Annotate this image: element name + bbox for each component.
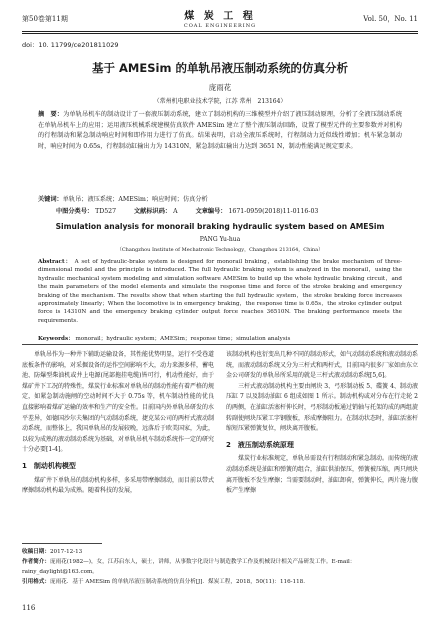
keywords-en-text: monorail；hydraulic system；AMESim；response time；simulation analysis [75, 336, 291, 342]
mechanism-paragraph: 三杆式液动制动机构主要由闸块 3、弓形制动板 5、碟簧 4、制动液压缸 7 以及制动油缸 6 组成如图 1 所示。制动机构或对分布在行走轮 2 的两侧，在油缸活塞杆伸长时，弓形制动板通过销轴与托架的成的两组旋转副使闸块压紧工字钢腹板，形成摩擦阻力。在制动状态时，油缸活塞杆缩短压紧弹簧复位，闸块离开腹板。 [226, 382, 419, 433]
doc-code-label: 文献标识码： [134, 208, 172, 215]
volume-issue-en: Vol. 50，No. 11 [363, 15, 418, 23]
abstract-cn-label: 摘 要： [38, 111, 64, 118]
clc-value: TD527 [95, 208, 117, 215]
keywords-cn-label: 关键词： [38, 196, 63, 203]
keywords-cn [38, 194, 402, 203]
running-header [22, 6, 418, 32]
body-column-right [226, 350, 418, 497]
intro-paragraph: 单轨吊作为一种井下辅助运输设备，其性能优势明显，运行不受巷道底板条件的影响，对采掘设备的运作空间影响不大，动力来源多样，蓄电池、防爆型柴油机或井上电源(尾部拖挂电缆)皆可行，机动性能好，由于煤矿井下工况的特殊性，煤炭行业标准对单轨吊的制动性能有着严格的规定，如紧急制动施闸的空动时间不大于 0.75s 等，机车制动性能的优良直接影响着煤矿运输的效率和生产的安全性。目前国内外单轨吊研发的水平差异，如德国沙尔夫集团的气动制动系统，捷克某公司的两杆式液动制动系统，而整体上，我国单轨吊的发展较晚，远落后于欧美国家，为此，以较为成熟的液动制动系统为基础，对单轨吊机车制动系统作一定的研究十分必要[1-4]。 [22, 351, 215, 454]
author-en: PANG Yu-hua [199, 236, 241, 243]
doi: doi：10. 11799/ce201811029 [22, 41, 119, 49]
abstract-cn [38, 110, 402, 152]
received-label: 收稿日期： [22, 549, 50, 555]
footnote-author [22, 557, 418, 577]
author-bio: 庞雨花(1982—)，女，江苏启东人，硕士，讲师，从事数字化设计与制造教学工作及机械设计相关产品研发工作。E-mail：rainy_daylight@163.com。 [22, 559, 356, 575]
citation-label: 引用格式： [22, 579, 50, 585]
author-cn: 庞雨花 [208, 83, 232, 92]
abstract-en-label: Abstract： [38, 259, 72, 265]
header-rule [22, 31, 418, 32]
abstract-en-text: A set of hydraulic-brake system is designed for monorail braking，establishing the brake mechanism of three-dimensional model and the principle is introduced. The full hydraulic braking system is analyzed in the monorail，using the hydraulic mechanical system modeling and simulation software AMESim to build up the whole hydraulic braking circuit，and the main parameters of the model elements and simulate the response time and force of the stroke braking and emergency braking of the mechanism. The results show that when starting the full hydraulic system，the stroke braking force increases approximately linearly；When the locomotive is in emergency braking，the response time is 0.65s，the stroke cylinder output force is 14310N and the emergency braking cylinder output force reaches 36510N. The braking performance meets the requirements. [38, 259, 403, 324]
footnote-rule [22, 543, 102, 544]
keywords-cn-text: 单轨吊；液压系统；AMESim；响应时间；仿真分析 [62, 196, 208, 203]
citation-text: 庞雨花．基于 AMESim 的单轨吊液压制动系统的仿真分析[J]．煤炭工程，2018，50(11)：116-118. [49, 579, 306, 585]
title-cn: 基于 AMESim 的单轨吊液压制动系统的仿真分析 [92, 61, 348, 75]
section1-paragraph: 煤矿井下单轨吊的制动机构多样，多采用带摩擦制动，而目前以带式摩擦制动机构最为成熟。随着科技的发展， [22, 476, 215, 495]
body-column-left [22, 350, 214, 497]
affiliation-en: （Changzhou Institute of Mechatronic Technology，Changzhou 213164，China） [116, 247, 324, 253]
volume-issue-cn: 第50卷第11期 [22, 15, 68, 23]
footnote-received [22, 547, 418, 557]
affiliation-cn: （常州机电职业技术学院，江苏 常州 213164） [153, 98, 287, 105]
header-rule-thin [22, 33, 418, 34]
section2-paragraph: 煤炭行业标准规定，单轨吊需设有行程制动和紧急制动。而传统的液动制动系统是油缸和弹簧的组合，油缸供油保压，弹簧被压缩，两只闸块离开腹板不发生摩擦；当需要制动时，油缸卸荷，弹簧伸长，两片施力腹板产生摩擦 [226, 455, 419, 495]
section-separator [22, 344, 418, 345]
article-no-label: 文章编号： [195, 208, 227, 215]
journal-name-en: COAL ENGINEERING [183, 23, 257, 29]
article-no-value: 1671-0959(2018)11-0116-03 [228, 208, 319, 215]
section-heading-2: 2 液压制动系统原理 [226, 440, 294, 449]
keywords-en-label: Keywords： [38, 336, 74, 342]
abstract-en [38, 258, 402, 325]
classification-line [56, 206, 410, 215]
doc-code-value: A [173, 208, 178, 215]
author-bio-label: 作者简介： [22, 559, 50, 565]
title-en: Simulation analysis for monorail braking hydraulic system based on AMESim [55, 222, 385, 231]
journal-name [22, 7, 418, 29]
received-date: 2017-12-13 [49, 549, 83, 555]
footnote-citation [22, 577, 418, 587]
clc-label: 中图分类号： [56, 208, 94, 215]
keywords-en [38, 334, 402, 342]
continued-paragraph: 该制动机构也衍变出几种不同的制动形式，如气动制动系统和液动制动系统，而液动制动系统又分为三杆式和两杆式，目前国内很多厂家如由东立金公司研发的单轨吊所采用的就是三杆式液动制动系统[5,6]。 [226, 351, 419, 380]
section-heading-1: 1 制动机构模型 [22, 461, 76, 470]
footnotes [22, 547, 418, 587]
journal-name-cn: 煤 炭 工 程 [184, 11, 256, 22]
page-number: 116 [22, 604, 36, 612]
abstract-cn-text: 为单轨吊机车的制动设计了一套液压制动系统，建立了制动机构的三维模型并介绍了液压制动原理，分析了全液压制动系统在单轨吊机车上的应用；运用液压机械系统建模仿真软件 AMESim 建立了整个液压制动回路，设置了模型元件的主要参数并对机构的行程制动和紧急制动响应时间和即作用力进行了仿真。结果表明，启动全液压系统时，行程制动力近似线性增加；机车紧急制动时，响应时间为 0.65s，行程制动缸输出力为 14310N，紧急制动缸输出力达到 3651 N，制动性能满足规定要求。 [38, 111, 402, 150]
